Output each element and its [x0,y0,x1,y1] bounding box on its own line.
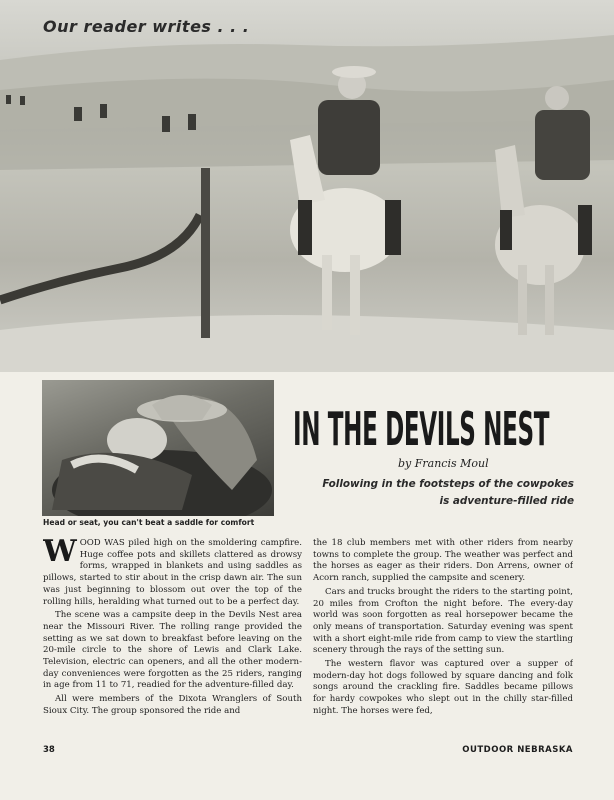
photo-caption: Head or seat, you can't beat a saddle for comfort [43,518,255,527]
saddle-photo-illustration [42,380,274,516]
paragraph: The scene was a campsite deep in the Devils Nest area near the Missouri River. The rolling range provided the setting as we sat down to breakfast before leaving on the 20-mile circle to the shore of Lewis and Clark Lake. Television, electric can openers, and all the other modern-day conveniences were forgotten as the 25 riders, ranging in age from 11 to 71, readied for the adventure-filled day. [43,610,302,691]
page-number: 38 [43,745,55,755]
magazine-name: OUTDOOR NEBRASKA [462,745,573,755]
drop-cap: W [43,538,77,569]
paragraph: Cars and trucks brought the riders to the starting point, 20 miles from Crofton the night before. The every-day world was soon forgotten as real horsepower became the only means of transportation. Saturday evening was spent with a short eight-mile ride from camp to view the startling scenery through the rays of the setting sun. [313,586,573,656]
body-column-right [313,538,573,738]
byline: by Francis Moul [398,457,489,470]
kicker-heading: Our reader writes . . . [43,17,250,36]
riders-photo [0,0,614,372]
riders-photo-illustration [0,0,614,372]
paragraph: WOOD WAS piled high on the smoldering campfire. Huge coffee pots and skillets clattered as drowsy forms, wrapped in blankets and using saddles as pillows, started to stir about in the crisp dawn air. The sun was just beginning to blossom out over the top of the rolling hills, heralding what turned out to be a perfect day. [43,538,302,607]
article-title: IN THE DEVILS NEST [293,401,550,457]
body-column-left [43,538,302,738]
paragraph: the 18 club members met with other riders from nearby towns to complete the group. The weather was perfect and the horses as eager as their riders. Don Arrens, owner of Acorn ranch, supplied the campsite and scenery. [313,538,573,584]
paragraph: The western flavor was captured over a supper of modern-day hot dogs followed by square dancing and folk songs around the crackling fire. Saddles became pillows for hardy cowpokes who slept out in the chilly star-filled night. The horses were fed, [313,659,573,716]
article-subtitle: Following in the footsteps of the cowpokes is adventure-filled ride [322,478,574,507]
paragraph: All were members of the Dixota Wranglers of South Sioux City. The group sponsored the ride and [43,694,302,716]
page-footer [43,745,573,757]
saddle-photo [42,380,274,516]
